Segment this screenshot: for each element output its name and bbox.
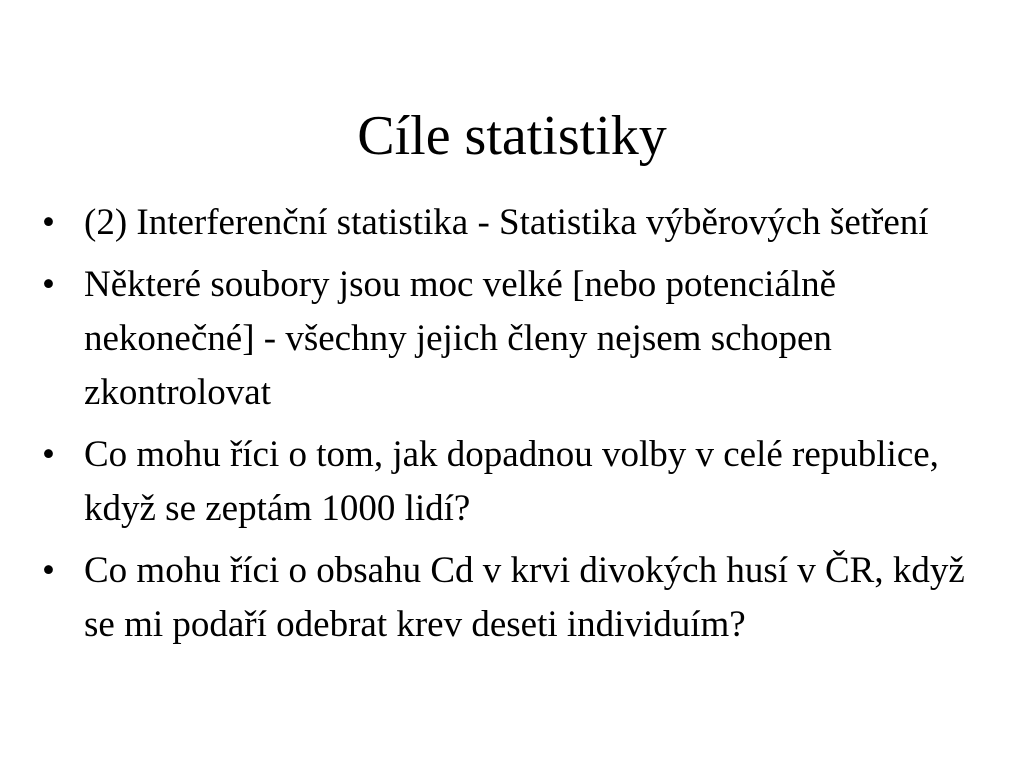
bullet-item — [36, 258, 996, 420]
slide-title: Cíle statistiky — [357, 105, 667, 167]
bullet-text: Co mohu říci o obsahu Cd v krvi divokých husí v ČR, když se mi podaří odebrat krev deseti individuím? — [84, 550, 965, 645]
bullet-icon: • — [42, 264, 55, 305]
bullet-list — [36, 196, 996, 660]
bullet-text: (2) Interferenční statistika - Statistika výběrových šetření — [84, 202, 929, 243]
bullet-icon: • — [42, 434, 55, 475]
bullet-text: Některé soubory jsou moc velké [nebo potenciálně nekonečné] - všechny jejich členy nejsem schopen zkontrolovat — [84, 264, 837, 413]
bullet-icon: • — [42, 202, 55, 243]
bullet-item — [36, 544, 996, 652]
bullet-item — [36, 196, 996, 250]
bullet-icon: • — [42, 550, 55, 591]
bullet-item — [36, 428, 996, 536]
bullet-text: Co mohu říci o tom, jak dopadnou volby v celé republice, když se zeptám 1000 lidí? — [84, 434, 939, 529]
